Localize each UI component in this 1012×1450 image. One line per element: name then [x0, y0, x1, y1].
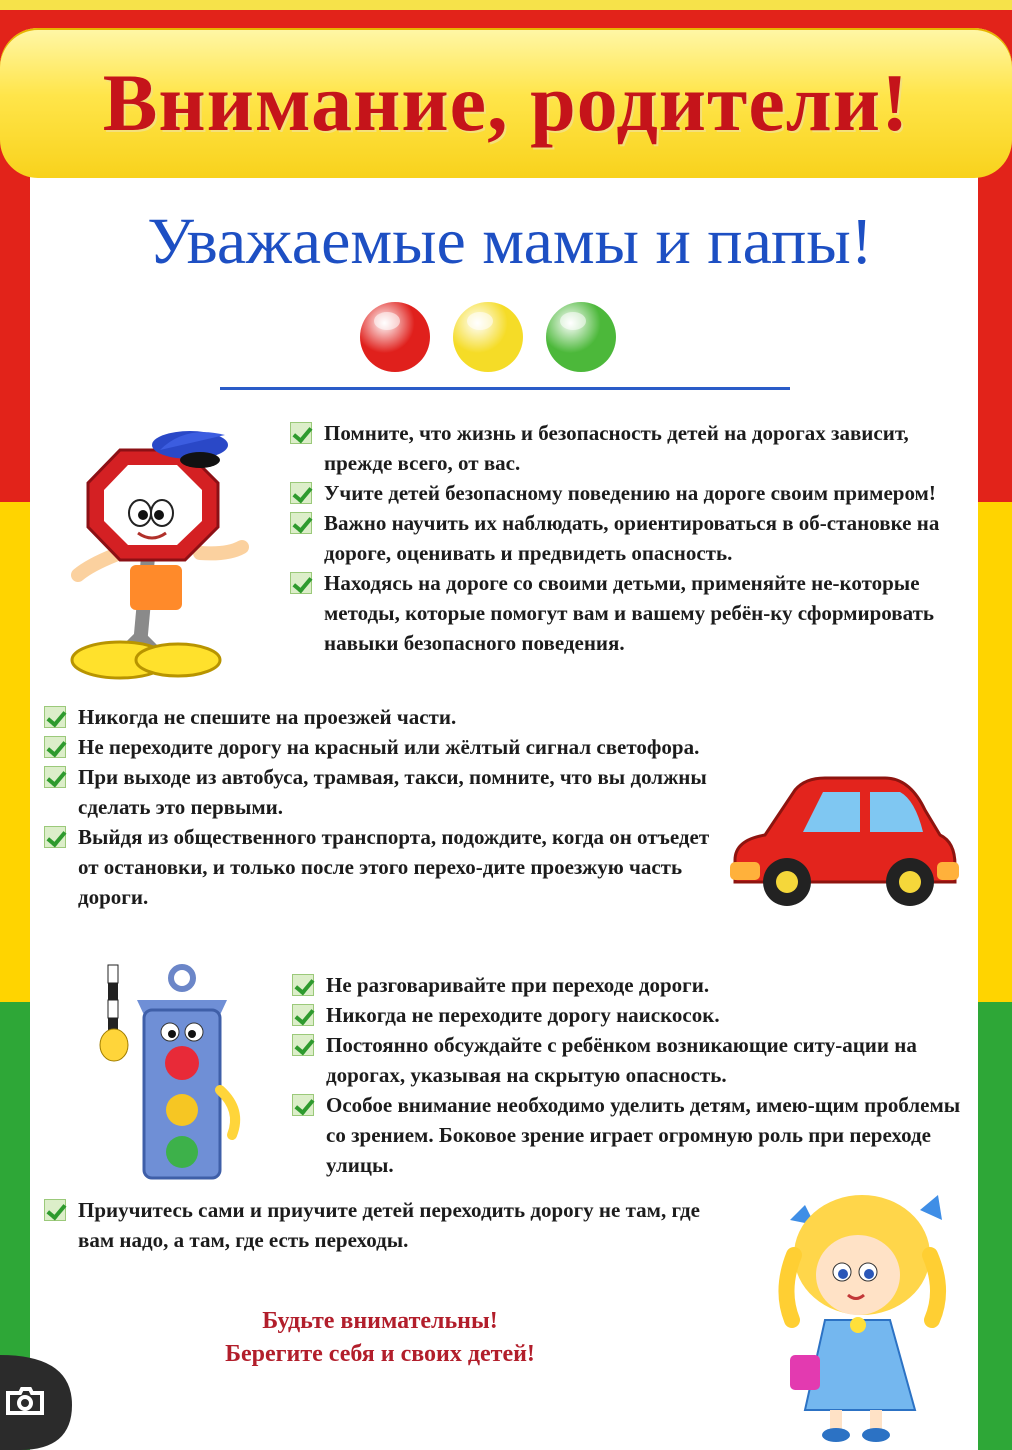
checkmark-icon — [44, 736, 66, 758]
stop-sign-character-icon — [60, 405, 260, 685]
advice-block-4 — [44, 1195, 714, 1255]
checkmark-icon — [290, 512, 312, 534]
list-item: Важно научить их наблюдать, ориентироваться в об-становке на дороге, оценивать и предвидеть опасность. — [290, 508, 960, 568]
subtitle: Уважаемые мамы и папы! — [147, 205, 873, 278]
list-item: Не разговаривайте при переходе дороги. — [292, 970, 962, 1000]
list-item: Никогда не спешите на проезжей части. — [44, 702, 714, 732]
list-item: Приучитесь сами и приучите детей переходить дорогу не там, где вам надо, а там, где есть переходы. — [44, 1195, 714, 1255]
checkmark-icon — [290, 422, 312, 444]
list-item: Выйдя из общественного транспорта, подождите, когда он отъедет от остановки, и только после этого перехо-дите проезжую часть дороги. — [44, 822, 714, 912]
closing-line-1: Будьте внимательны! — [262, 1308, 498, 1334]
closing-message — [150, 1305, 610, 1371]
list-item: Постоянно обсуждайте с ребёнком возникающие ситу-ации на дорогах, указывая на скрытую опасность. — [292, 1030, 962, 1090]
checkmark-icon — [292, 974, 314, 996]
checkmark-icon — [292, 1034, 314, 1056]
yellow-light-icon — [453, 302, 523, 372]
list-item: Не переходите дорогу на красный или жёлтый сигнал светофора. — [44, 732, 714, 762]
image-search-lens-icon[interactable] — [0, 1355, 72, 1450]
list-item: Учите детей безопасному поведению на дороге своим примером! — [290, 478, 960, 508]
girl-character-icon — [770, 1180, 955, 1445]
checkmark-icon — [292, 1094, 314, 1116]
advice-block-1 — [290, 418, 960, 658]
banner-title: Внимание, родители! — [102, 57, 910, 148]
closing-line-2: Берегите себя и своих детей! — [225, 1341, 535, 1367]
divider-line — [220, 387, 790, 390]
list-item: Помните, что жизнь и безопасность детей на дорогах зависит, прежде всего, от вас. — [290, 418, 960, 478]
car-icon — [725, 770, 960, 915]
list-item: При выходе из автобуса, трамвая, такси, помните, что вы должны сделать это первыми. — [44, 762, 714, 822]
checkmark-icon — [292, 1004, 314, 1026]
checkmark-icon — [44, 1199, 66, 1221]
red-light-icon — [360, 302, 430, 372]
traffic-light-character-icon — [92, 960, 252, 1190]
checkmark-icon — [290, 572, 312, 594]
green-light-icon — [546, 302, 616, 372]
checkmark-icon — [44, 706, 66, 728]
list-item: Особое внимание необходимо уделить детям, имею-щим проблемы со зрением. Боковое зрение играет огромную роль при переходе улицы. — [292, 1090, 962, 1180]
advice-block-2 — [44, 702, 714, 912]
advice-block-3 — [292, 970, 962, 1180]
list-item: Находясь на дороге со своими детьми, применяйте не-которые методы, которые помогут вам и вашему ребён-ку сформировать навыки безопасного поведения. — [290, 568, 960, 658]
checkmark-icon — [44, 826, 66, 848]
top-edge — [0, 0, 1012, 10]
checkmark-icon — [290, 482, 312, 504]
list-item: Никогда не переходите дорогу наискосок. — [292, 1000, 962, 1030]
checkmark-icon — [44, 766, 66, 788]
